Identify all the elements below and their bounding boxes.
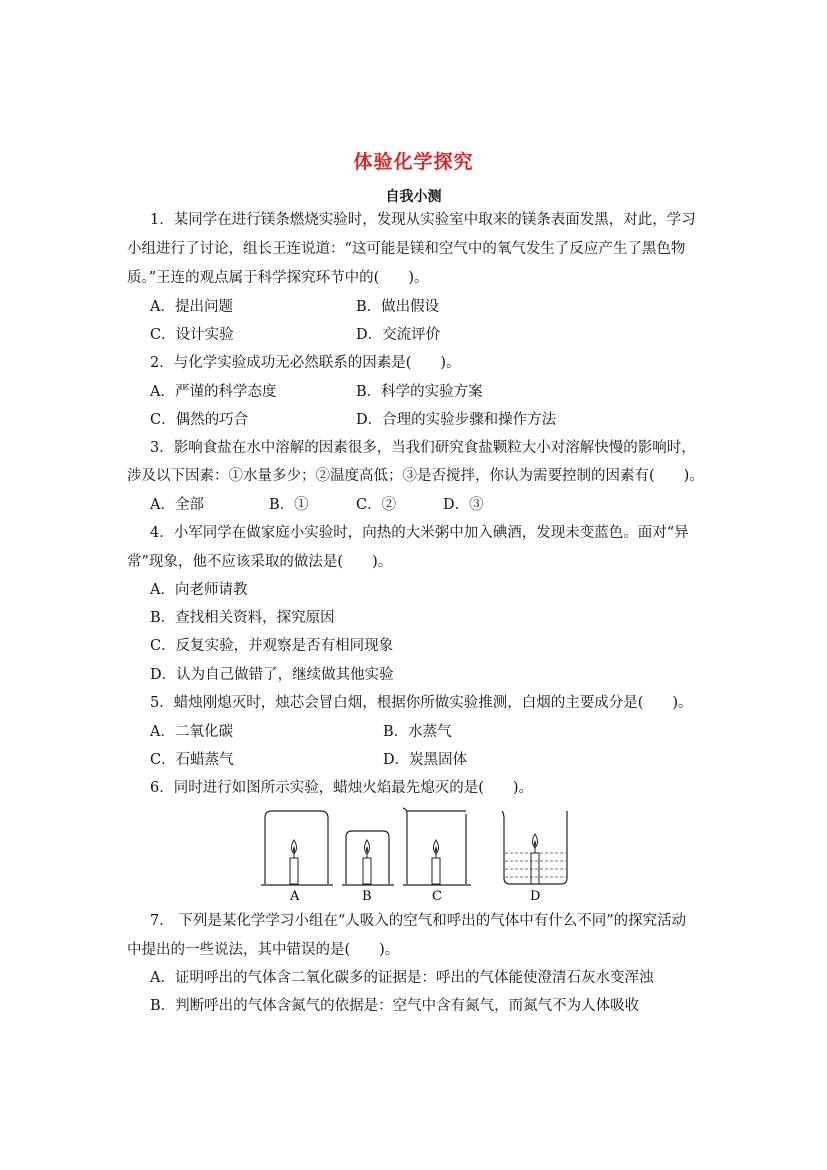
figure-label-d: D — [530, 889, 541, 904]
q7-text-line-2: 中提出的一些说法，其中错误的是( )。 — [127, 942, 400, 958]
q3-text-line-1: 3．影响食盐在水中溶解的因素很多，当我们研究食盐颗粒大小对溶解快慢的影响时， — [150, 440, 696, 456]
q4-text-line-1: 4．小军同学在做家庭小实验时，向热的大米粥中加入碘酒，发现未变蓝色。面对“异 — [150, 525, 689, 541]
q1-option-c: C．设计实验 — [150, 327, 234, 343]
q3-option-b: B．① — [269, 497, 309, 513]
candle-c — [432, 840, 440, 884]
q5-text-line-1: 5．蜡烛刚熄灭时，烛芯会冒白烟，根据你所做实验推测，白烟的主要成分是( )。 — [150, 695, 693, 711]
candle-figure-svg — [255, 806, 575, 906]
q1-text-line-3: 质。”王连的观点属于科学探究环节中的( )。 — [127, 270, 429, 286]
q3-option-a: A．全部 — [150, 497, 204, 513]
q4-text-line-2: 常”现象，他不应该采取的做法是( )。 — [127, 554, 393, 570]
q2-option-c: C．偶然的巧合 — [150, 412, 249, 428]
q2-text-line-1: 2．与化学实验成功无必然联系的因素是( )。 — [150, 355, 461, 371]
q4-option-a: A．向老师请教 — [150, 582, 248, 598]
section-subtitle: 自我小测 — [385, 189, 442, 205]
q1-text-line-2: 小组进行了讨论，组长王连说道：“这可能是镁和空气中的氧气发生了反应产生了黑色物 — [127, 241, 686, 257]
q3-option-c: C．② — [356, 497, 397, 513]
candle-experiment-figure — [255, 806, 575, 906]
figure-label-c: C — [432, 889, 442, 904]
q7-option-b: B．判断呼出的气体含氮气的依据是：空气中含有氮气，而氮气不为人体吸收 — [150, 998, 640, 1014]
candle-b — [363, 840, 371, 884]
q5-option-a: A．二氧化碳 — [150, 724, 233, 740]
q2-option-d: D．合理的实验步骤和操作方法 — [356, 412, 557, 428]
q1-option-d: D．交流评价 — [356, 327, 441, 343]
q3-option-d: D．③ — [443, 497, 484, 513]
candle-d — [531, 834, 539, 884]
q4-option-c: C．反复实验，并观察是否有相同现象 — [150, 638, 394, 654]
q2-option-a: A．严谨的科学态度 — [150, 384, 277, 400]
q7-option-a: A．证明呼出的气体含二氧化碳多的证据是：呼出的气体能使澄清石灰水变浑浊 — [150, 970, 654, 986]
q5-option-d: D．炭黑固体 — [383, 752, 468, 768]
page-title: 体验化学探究 — [353, 151, 474, 173]
q4-option-b: B．查找相关资料，探究原因 — [150, 610, 335, 626]
q2-option-b: B．科学的实验方案 — [356, 384, 483, 400]
q6-text-line-1: 6．同时进行如图所示实验，蜡烛火焰最先熄灭的是( )。 — [150, 780, 534, 796]
q1-option-b: B．做出假设 — [356, 299, 440, 315]
q3-text-line-2: 涉及以下因素：①水量多少；②温度高低；③是否搅拌，你认为需要控制的因素有( )。 — [127, 468, 704, 484]
q5-option-b: B．水蒸气 — [383, 724, 452, 740]
water-layer-d — [505, 853, 566, 877]
q1-text-line-1: 1．某同学在进行镁条燃烧实验时，发现从实验室中取来的镁条表面发黑，对此，学习 — [150, 212, 696, 228]
q5-option-c: C．石蜡蒸气 — [150, 752, 234, 768]
figure-label-a: A — [290, 889, 300, 904]
candle-a — [290, 840, 298, 884]
q1-option-a: A．提出问题 — [150, 299, 233, 315]
q7-text-line-1: 7． 下列是某化学学习小组在“人吸入的空气和呼出的气体中有什么不同”的探究活动 — [150, 913, 687, 929]
figure-label-b: B — [362, 889, 372, 904]
q4-option-d: D．认为自己做错了，继续做其他实验 — [150, 667, 394, 683]
